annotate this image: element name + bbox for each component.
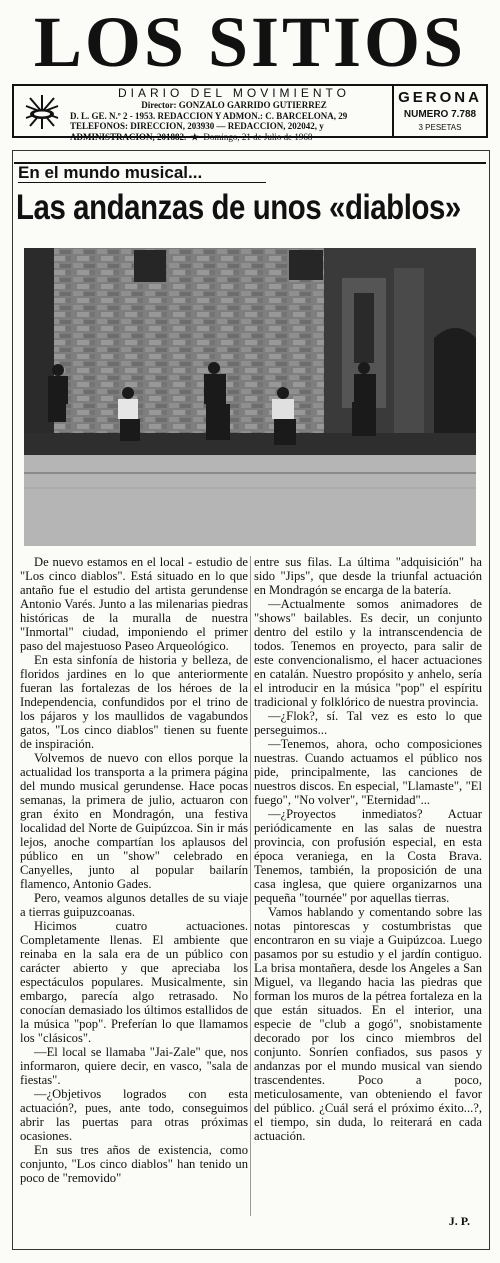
paragraph: En sus tres años de existencia, como conjunto, "Los cinco diablos" han tenido un poco de "removido" — [20, 1143, 248, 1185]
band-photo — [24, 248, 476, 546]
article-column-left — [20, 555, 248, 1185]
paragraph: entre sus filas. La última "adquisición" ha sido "Jips", que desde la triunfal actuación en Mondragón se encarga de la batería. — [254, 555, 482, 597]
city-name: GERONA — [398, 89, 482, 106]
masthead — [0, 0, 500, 80]
yoke-and-arrows-icon — [22, 92, 62, 132]
edition-box — [392, 86, 486, 136]
date-line: Domingo, 21 de Julio de 1968 — [203, 131, 313, 142]
paragraph: —Tenemos, ahora, ocho composiciones nuestras. Cuando actuamos el público nos pide, principalmente, las canciones de nuestros discos. En especial, "Llamaste", "El fuego", "No volver", "Eternidad"... — [254, 737, 482, 807]
paragraph: Pero, veamos algunos detalles de su viaje a tierras guipuzcoanas. — [20, 891, 248, 919]
paragraph: —¿Proyectos inmediatos? Actuar periódicamente en las salas de nuestra provincia, con profusión especial, en esta época veraniega, en la Costa Brava. Tenemos, también, la proposición de una casa inglesa, que quiere organizarnos una pequeña "tournée" por aquellas tierras. — [254, 807, 482, 905]
star-icon: ★ — [188, 131, 202, 142]
newspaper-title: LOS SITIOS — [33, 2, 467, 82]
column-divider — [250, 556, 251, 1216]
paragraph: Hicimos cuatro actuaciones. Completamente llenas. El ambiente que reinaba en la sala era de un público con carácter abierto y que apreciaba los espectáculos populares. Musicalmente, sin embargo, parecía algo retrasado. No conocían demasiado los últimos estallidos de la música "pop". Preferían lo que llamamos los "clásicos". — [20, 919, 248, 1045]
paragraph: —¿Objetivos logrados con esta actuación?, pues, ante todo, conseguimos abrir las puertas para otras próximas ocasiones. — [20, 1087, 248, 1143]
director-line: Director: GONZALO GARRIDO GUTIERREZ — [141, 100, 327, 110]
section-label: En el mundo musical... — [18, 163, 203, 182]
price: 3 PESETAS — [418, 123, 462, 132]
subtitle: DIARIO DEL MOVIMIENTO — [117, 86, 351, 100]
legal-line: D. L. GE. N.º 2 - 1953. REDACCION Y ADMON.: C. BARCELONA, 29 — [70, 110, 348, 121]
issue-number: NUMERO 7.788 — [403, 109, 477, 120]
byline: J. P. — [448, 1214, 470, 1228]
masthead-details — [70, 87, 398, 142]
article-column-right — [254, 555, 482, 1143]
paragraph: —¿Flok?, sí. Tal vez es esto lo que perseguimos... — [254, 709, 482, 737]
section-underline — [18, 182, 266, 183]
phones-line: TELEFONOS: DIRECCION, 203930 — REDACCION, 202042, y — [70, 121, 324, 131]
paragraph: —Actualmente somos animadores de "shows" bailables. Es decir, un conjunto dentro del estilo y la intranscendencia de todos. Tenemos en proyecto, para salir de este convencionalismo, el hacer actuaciones en catalán. Nuestro propósito y anhelo, sería el introducir en la música "pop" el espíritu tradicional y folklórico de nuestra provincia. — [254, 597, 482, 709]
info-bar — [12, 84, 488, 142]
paragraph: Volvemos de nuevo con ellos porque la actualidad los transporta a la primera página del mundo musical gerundense. Hace pocas semanas, la primera de julio, actuaron con gran éxito en Mondragón, una festiva localidad del Norte de Guipúzcoa. Sin ir más lejos, anoche compartían los aplausos del público en un "show" celebrado en Canyelles, junto al popular bailarín flamenco, Antonio Gades. — [20, 751, 248, 891]
paragraph: Vamos hablando y comentando sobre las notas pintorescas y costumbristas que encontraron en su viaje a Guipúzcoa. Luego pasamos por su estudio y el jardín contiguo. La brisa montañera, desde los Angeles a San Miguel, va llegando hacia las piedras que forman los muros de la pétrea fortaleza en la que están situados. En el interior, una especie de "club a gogó", snobistamente decorado por los cinco miembros del conjunto. Sonríen confiados, sus pasos y andanzas por el mundo musical van siendo trascendentes. Poco a poco, meticulosamente, van obteniendo el favor del público. ¿Cuál será el próximo éxito...?, el tiempo, sin duda, lo reiterará en cada actuación. — [254, 905, 482, 1143]
paragraph: —El local se llamaba "Jai-Zale" que, nos informaron, quiere decir, en vasco, "sala de fiestas". — [20, 1045, 248, 1087]
admin-line: ADMINISTRACION, 201882. — [70, 131, 187, 142]
headline: Las andanzas de unos «diablos» — [16, 188, 461, 227]
paragraph: De nuevo estamos en el local - estudio de "Los cinco diablos". Está situado en lo que antaño fue el estudio del artista gerundense Antonio Varés. Junto a las milenarias piedras históricas de la muralla de nuestra "Inmortal" ciudad, imponiendo el primer paso del majestuoso Paseo Arqueológico. — [20, 555, 248, 653]
paragraph: En esta sinfonía de historia y belleza, de floridos jardines en lo que anteriormente fueran las fortalezas de los héroes de la Independencia, confundidos por el trino de los pájaros y los maullidos de vagabundos gatos, "Los cinco diablos" tienen su fuente de inspiración. — [20, 653, 248, 751]
